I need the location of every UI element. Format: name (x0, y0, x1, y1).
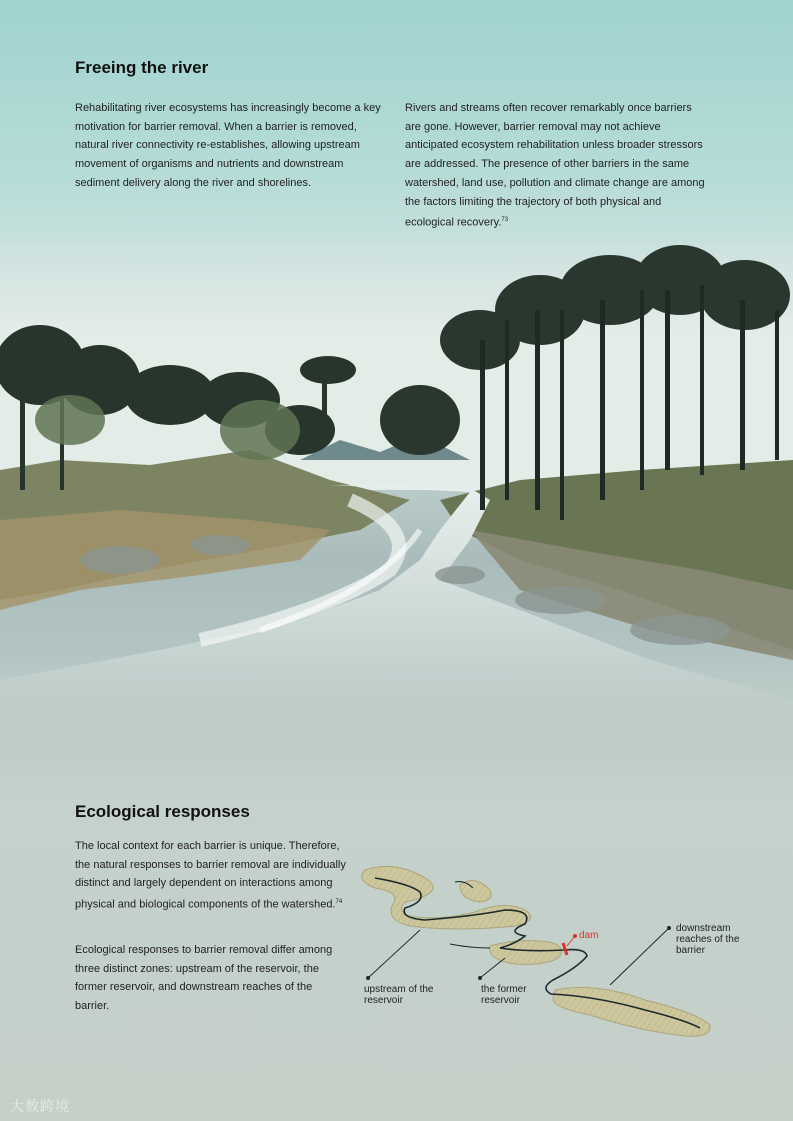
downstream-zone (553, 988, 710, 1037)
downstream-leader (610, 928, 669, 985)
river-landscape-illustration (0, 230, 793, 790)
footnote-ref-73: 73 (501, 217, 509, 224)
former-leader (480, 958, 505, 978)
paragraph-ecological-1-text: The local context for each barrier is unique. Therefore, the natural responses to barrier removal are individually distinct and largely dependent on interactions among physical and biological components of the watershed. (75, 840, 346, 911)
watermark-logo: 大数跨境 (10, 1098, 70, 1114)
paragraph-freeing-right-text: Rivers and streams often recover remarkably once barriers are gone. However, barrier removal may not achieve anticipated ecosystem rehabilitation unless broader stressors are addressed. The presence of other barriers in the same watershed, land use, pollution and climate change are among the factors limiting the trajectory of both physical and ecological recovery. (405, 102, 705, 229)
paragraph-freeing-right (405, 99, 705, 233)
upstream-leader (368, 930, 420, 978)
paragraph-freeing-left: Rehabilitating river ecosystems has increasingly become a key motivation for barrier removal. When a barrier is removed, natural river connectivity re-establishes, allowing upstream movement of organisms and nutrients and downstream sediment delivery along the river and shorelines. (75, 102, 381, 189)
label-upstream-of-reservoir: upstream of the reservoir (364, 984, 434, 1006)
paragraph-ecological-2: Ecological responses to barrier removal differ among three distinct zones: upstream of the reservoir, the former reservoir, and downstream reaches of the barrier. (75, 944, 333, 1013)
dam-marker (563, 943, 567, 955)
upstream-zone (362, 866, 531, 929)
dam-leader (567, 936, 575, 946)
footnote-ref-74: 74 (335, 899, 343, 906)
section-heading-ecological-responses: Ecological responses (75, 802, 250, 821)
river-tributary (450, 944, 490, 948)
label-downstream-reaches: downstream reaches of the barrier (676, 923, 740, 956)
section-heading-freeing-the-river: Freeing the river (75, 58, 209, 77)
paragraph-ecological-1 (75, 837, 351, 914)
label-former-reservoir: the former reservoir (481, 984, 527, 1006)
label-dam: dam (579, 930, 599, 941)
former-reservoir-zone (490, 941, 562, 965)
